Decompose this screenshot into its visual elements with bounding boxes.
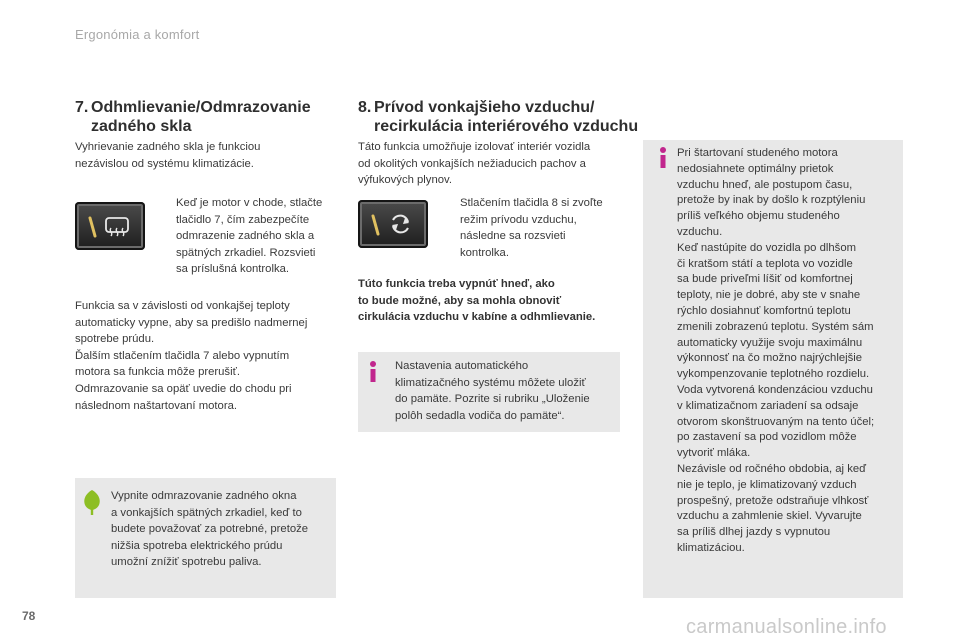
text-line: odmrazenie zadného skla a: [176, 230, 315, 243]
watermark: carmanualsonline.info: [686, 616, 887, 638]
text-line: pretože by inak by došlo k rozptýleniu: [677, 194, 866, 207]
text-line: následnom naštartovaní motora.: [75, 399, 238, 412]
text-line: vzduchu hneď, ale postupom času,: [677, 178, 853, 191]
cold-start-info-box: [643, 140, 903, 598]
text-line: budete považovať za potrebné, pretože: [111, 523, 309, 536]
text-line: spotrebe prúdu.: [75, 333, 155, 346]
page-header: Ergonómia a komfort: [75, 27, 200, 42]
eco-tip-box: [75, 478, 336, 598]
text-line: sa príslušná kontrolka.: [176, 263, 290, 276]
text-line: kontrolka.: [460, 246, 509, 259]
text-line: nezávislou od systému klimatizácie.: [75, 157, 254, 170]
text-line: od okolitých vonkajších nežiaducich pachov a: [358, 157, 586, 170]
text-line: Vypnite odmrazovanie zadného okna: [111, 490, 297, 502]
section7-number: 7.: [75, 99, 89, 116]
text-line: Pri štartovaní studeného motora: [677, 147, 838, 159]
text-line: automaticky využije svoju maximálnu: [677, 336, 863, 349]
text-line: Vyhrievanie zadného skla je funkciou: [75, 141, 261, 153]
text-line: výkonnosť na čo možno najrýchlejšie: [677, 352, 863, 365]
section7-intro: [75, 139, 345, 172]
section8-title-line2: recirkulácia interiérového vzduchu: [374, 118, 639, 135]
text-line: režim prívodu vzduchu,: [460, 213, 577, 226]
memory-info-box: [358, 352, 620, 432]
text-line: vytvoriť mláka.: [677, 447, 751, 460]
section8-instruction: [460, 195, 630, 261]
text-line: vzduchu.: [677, 225, 723, 238]
text-line: do pamäte. Pozrite si rubriku „Uloženie: [395, 393, 590, 406]
text-line: Nezávisle od ročného obdobia, aj keď: [677, 462, 867, 475]
section8-intro: [358, 139, 638, 189]
text-line: a vonkajších spätných zrkadiel, keď to: [111, 506, 302, 519]
section8-title: [358, 98, 648, 136]
text-line: či kratšom státí a teplota vo vozidle: [677, 257, 853, 270]
text-line: po zastavení sa pod vozidlom môže: [677, 431, 857, 444]
text-line: spätných zrkadiel. Rozsvieti: [176, 246, 316, 259]
text-line: v klimatizačnom zariadení sa odsaje: [677, 399, 859, 412]
text-line: Keď nastúpite do vozidla po dlhšom: [677, 241, 857, 254]
text-line: sa príliš dlhej jazdy s vypnutou: [677, 526, 831, 539]
section7-instruction: [176, 195, 346, 278]
section7-title: [75, 98, 345, 136]
text-line: Voda vytvorená kondenzáciou vzduchu: [677, 383, 873, 396]
text-line: prospešný, pretože odstraňuje vlhkosť: [677, 494, 869, 507]
text-line: umožní znížiť spotrebu paliva.: [111, 556, 262, 569]
text-line: teploty, nie je dobré, aby ste v snahe: [677, 289, 861, 302]
text-line: Nastavenia automatického: [395, 360, 529, 372]
text-line: nedosiahnete optimálny prietok: [677, 162, 834, 175]
info-icon: [656, 146, 670, 170]
text-line: polôh sedadla vodiča do pamäte“.: [395, 409, 565, 422]
section8-warning: [358, 276, 643, 326]
info-icon: [366, 360, 380, 384]
page-number: 78: [22, 609, 36, 623]
cold-start-info-text: [677, 146, 902, 557]
text-line: to bude možné, aby sa mohla obnoviť: [358, 294, 562, 307]
air-recirculation-button-image: [358, 200, 428, 248]
eco-tip-text: [111, 488, 333, 571]
text-line: cirkulácia vzduchu v kabíne a odhmlievanie.: [358, 311, 596, 324]
text-line: výfukových plynov.: [358, 174, 452, 187]
memory-info-text: [395, 358, 617, 424]
text-line: následne sa rozsvieti: [460, 230, 566, 243]
text-line: zmenili zobrazenú teplotu. Systém sám: [677, 320, 874, 333]
section7-title-line1: Odhmlievanie/Odmrazovanie: [91, 99, 311, 116]
rear-defrost-icon: [75, 202, 145, 250]
text-line: otvorom skonštruovaným na tento účel;: [677, 415, 875, 428]
text-line: Táto funkcia umožňuje izolovať interiér vozidla: [358, 141, 591, 153]
text-line: Túto funkcia treba vypnúť hneď, ako: [358, 278, 555, 290]
text-line: sa bude priveľmi líšiť od komfortnej: [677, 273, 853, 286]
text-line: vykompenzovanie teplotného rozdielu.: [677, 368, 870, 381]
text-line: Stlačením tlačidla 8 si zvoľte: [460, 197, 603, 209]
text-line: nižšia spotreba elektrického prúdu: [111, 539, 283, 552]
section8-number: 8.: [358, 99, 372, 116]
text-line: Funkcia sa v závislosti od vonkajšej teploty: [75, 300, 290, 312]
text-line: klimatizačného systému môžete uložiť: [395, 376, 586, 389]
text-line: rýchlo dosiahnuť komfortnú teplotu: [677, 304, 851, 317]
text-line: Odmrazovanie sa opäť uvedie do chodu pri: [75, 382, 292, 395]
text-line: príliš veľkého objemu studeného: [677, 210, 840, 223]
section8-title-line1: Prívod vonkajšieho vzduchu/: [374, 99, 595, 116]
section7-body: [75, 298, 350, 414]
text-line: automaticky vypne, aby sa predišlo nadmernej: [75, 316, 308, 329]
rear-defrost-button-image: [75, 202, 145, 250]
text-line: tlačidlo 7, čím zabezpečíte: [176, 213, 310, 226]
section7-title-line2: zadného skla: [91, 118, 192, 135]
text-line: motora sa funkcia môže prerušiť.: [75, 366, 240, 379]
air-recirculation-icon: [358, 200, 428, 248]
text-line: Ďalším stlačením tlačidla 7 alebo vypnutím: [75, 349, 290, 362]
eco-leaf-icon: [81, 488, 103, 516]
text-line: nie je teplo, je klimatizovaný vzduch: [677, 478, 857, 491]
text-line: vzduchu a zahmlenie skiel. Vyvarujte: [677, 510, 862, 523]
text-line: klimatizáciou.: [677, 541, 745, 554]
text-line: Keď je motor v chode, stlačte: [176, 197, 323, 209]
